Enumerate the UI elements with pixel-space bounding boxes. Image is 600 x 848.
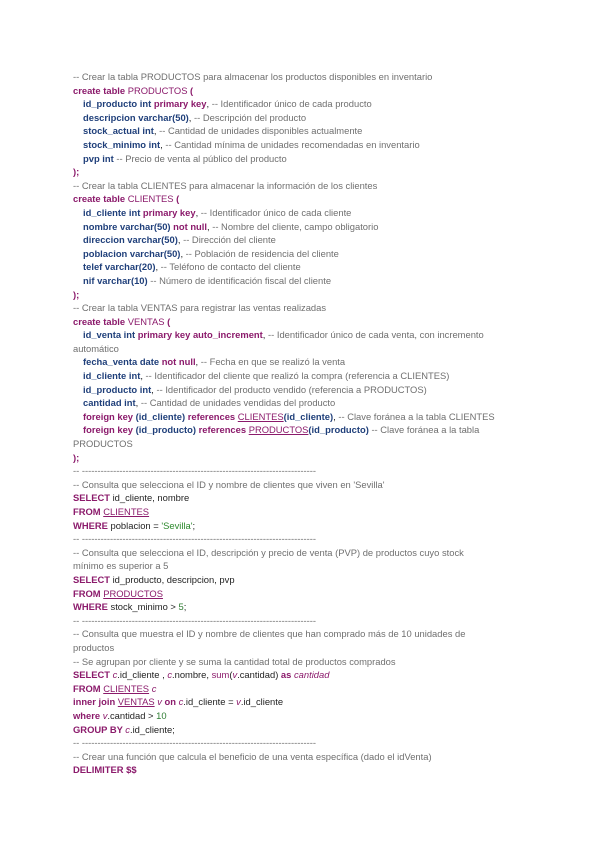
code-line bbox=[73, 437, 533, 451]
code-token: 10 bbox=[156, 709, 167, 721]
code-token: , bbox=[195, 356, 201, 368]
code-token: .nombre, bbox=[172, 669, 212, 681]
code-token: id_producto, descripcion, pvp bbox=[112, 573, 235, 585]
code-token: int bbox=[123, 329, 138, 341]
sql-document bbox=[73, 70, 533, 777]
code-token: VENTAS bbox=[127, 315, 165, 327]
code-line bbox=[73, 383, 533, 397]
code-token: direccion bbox=[83, 234, 128, 246]
code-token: , bbox=[188, 111, 195, 123]
code-token: ( bbox=[229, 669, 233, 681]
code-line bbox=[73, 260, 533, 274]
code-token: ( bbox=[164, 315, 171, 327]
code-token: -- Clave foránea a la tabla bbox=[371, 424, 480, 436]
code-token: inner join bbox=[73, 696, 118, 708]
code-token: , bbox=[333, 410, 339, 422]
code-line bbox=[73, 682, 533, 696]
code-token: , bbox=[206, 220, 213, 232]
code-line bbox=[73, 668, 533, 682]
code-token: v bbox=[102, 709, 108, 721]
code-line bbox=[73, 709, 533, 723]
code-token: cantidad bbox=[293, 669, 330, 681]
code-token: create table bbox=[73, 193, 128, 205]
code-token: references bbox=[187, 410, 238, 422]
code-token: , bbox=[160, 138, 166, 150]
code-token: id_cliente, nombre bbox=[112, 492, 190, 504]
code-token: -- Consulta que muestra el ID y nombre de clientes que han comprado más de 10 unidades de bbox=[73, 628, 466, 640]
code-line bbox=[73, 410, 533, 424]
code-token: v bbox=[157, 696, 162, 708]
code-token: (id_producto) bbox=[135, 424, 199, 436]
code-token: .id_cliente; bbox=[129, 723, 175, 735]
code-line bbox=[73, 179, 533, 193]
code-line bbox=[73, 532, 533, 546]
code-token: SELECT bbox=[73, 669, 113, 681]
code-line bbox=[73, 233, 533, 247]
code-token: create table bbox=[73, 84, 128, 96]
code-token: mínimo es superior a 5 bbox=[73, 560, 169, 572]
code-token: where bbox=[73, 709, 103, 721]
code-token: create table bbox=[73, 315, 128, 327]
code-token: , bbox=[153, 125, 160, 137]
code-token: ); bbox=[73, 166, 80, 178]
code-token: , bbox=[195, 206, 201, 218]
code-token: references bbox=[198, 424, 249, 436]
code-token: CLIENTES bbox=[237, 410, 284, 422]
code-token: -- Nombre del cliente, campo obligatorio bbox=[212, 220, 379, 232]
code-line bbox=[73, 519, 533, 533]
code-token: ; bbox=[183, 601, 187, 613]
code-token: -- Cantidad de unidades vendidas del producto bbox=[140, 397, 336, 409]
code-token: -- Identificador del producto vendido (referencia a PRODUCTOS) bbox=[156, 383, 427, 395]
code-line bbox=[73, 301, 533, 315]
code-token: PRODUCTOS bbox=[103, 587, 163, 599]
code-token: -- Descripción del producto bbox=[194, 111, 307, 123]
code-line bbox=[73, 288, 533, 302]
code-token: -- Crear la tabla CLIENTES para almacenar la información de los clientes bbox=[73, 179, 378, 191]
code-token: , bbox=[180, 247, 186, 259]
code-token: -- Crear la tabla VENTAS para registrar las ventas realizadas bbox=[73, 302, 327, 314]
code-token: int bbox=[142, 125, 154, 137]
code-token: -- Teléfono de contacto del cliente bbox=[160, 261, 301, 273]
code-token: primary key auto_increment bbox=[137, 329, 263, 341]
code-token: sum bbox=[211, 669, 230, 681]
code-token: WHERE bbox=[73, 601, 111, 613]
code-token: CLIENTES bbox=[103, 506, 150, 517]
code-line bbox=[73, 70, 533, 84]
code-token: VENTAS bbox=[117, 696, 155, 708]
code-token: not null bbox=[161, 356, 196, 368]
code-line bbox=[73, 165, 533, 179]
code-token: -- Dirección del cliente bbox=[183, 234, 276, 246]
code-token: , bbox=[135, 397, 141, 409]
code-line bbox=[73, 423, 533, 437]
code-line bbox=[73, 736, 533, 750]
code-token: ); bbox=[73, 288, 80, 300]
code-token: poblacion = bbox=[110, 519, 162, 531]
code-token: telef bbox=[83, 261, 105, 273]
code-token: stock_minimo bbox=[83, 138, 149, 150]
code-token: stock_minimo > bbox=[110, 601, 179, 613]
code-token: productos bbox=[73, 641, 115, 653]
code-line bbox=[73, 355, 533, 369]
code-token: varchar(50) bbox=[138, 111, 189, 123]
code-token: (id_producto) bbox=[308, 424, 372, 436]
code-token: -- Crear la tabla PRODUCTOS para almacenar los productos disponibles en inventario bbox=[73, 71, 433, 82]
code-token: automático bbox=[73, 342, 119, 354]
code-token: on bbox=[161, 696, 179, 708]
code-line bbox=[73, 464, 533, 478]
code-token: , bbox=[177, 234, 184, 246]
code-token: varchar(50) bbox=[119, 220, 174, 232]
code-token: PRODUCTOS bbox=[248, 424, 309, 436]
code-line bbox=[73, 369, 533, 383]
code-token: PRODUCTOS bbox=[73, 438, 133, 450]
code-line bbox=[73, 206, 533, 220]
code-line bbox=[73, 695, 533, 709]
code-token: .cantidad) bbox=[237, 669, 281, 681]
code-token: -- Crear una función que calcula el beneficio de una venta específica (dado el idVenta) bbox=[73, 750, 432, 762]
code-token: c bbox=[151, 682, 157, 694]
code-token: -- Cantidad de unidades disponibles actualmente bbox=[159, 125, 363, 137]
code-token: id_cliente bbox=[83, 370, 129, 382]
code-token: int bbox=[128, 206, 143, 218]
code-token: cantidad bbox=[83, 397, 125, 409]
code-token: 'Sevilla' bbox=[161, 519, 193, 531]
code-line bbox=[73, 124, 533, 138]
code-token: primary key bbox=[142, 206, 196, 218]
code-token: -- Número de identificación fiscal del cliente bbox=[150, 274, 332, 286]
code-token: varchar(50) bbox=[127, 234, 178, 246]
code-token: FROM bbox=[73, 682, 104, 694]
code-token: WHERE bbox=[73, 519, 111, 531]
code-token: -- --------------------------------------------------------------------------- bbox=[73, 533, 316, 545]
code-token: pvp bbox=[83, 152, 103, 164]
code-token: , bbox=[206, 98, 212, 110]
code-token: descripcion bbox=[83, 111, 139, 123]
code-token: varchar(10) bbox=[97, 274, 151, 286]
code-token: id_producto bbox=[83, 383, 140, 395]
code-line bbox=[73, 315, 533, 329]
code-line bbox=[73, 111, 533, 125]
code-token: -- Población de residencia del cliente bbox=[185, 247, 339, 259]
code-line bbox=[73, 192, 533, 206]
code-token: ; bbox=[192, 519, 196, 531]
code-token: , bbox=[140, 370, 146, 382]
code-token: SELECT bbox=[73, 492, 113, 504]
code-token: varchar(20) bbox=[104, 261, 156, 273]
code-token: int bbox=[124, 397, 136, 409]
code-line bbox=[73, 559, 533, 573]
code-line bbox=[73, 627, 533, 641]
code-token: -- Identificador único de cada venta, con incremento bbox=[267, 329, 484, 341]
code-token: CLIENTES bbox=[103, 682, 150, 694]
code-token: poblacion bbox=[83, 247, 130, 259]
code-token: -- Consulta que selecciona el ID, descripción y precio de venta (PVP) de productos cuyo stock bbox=[73, 546, 464, 558]
code-line bbox=[73, 641, 533, 655]
code-token: (id_cliente) bbox=[135, 410, 188, 422]
code-line bbox=[73, 396, 533, 410]
code-token: id_producto bbox=[83, 98, 140, 110]
code-line bbox=[73, 84, 533, 98]
code-token: date bbox=[139, 356, 162, 368]
code-line bbox=[73, 138, 533, 152]
code-token: -- Identificador único de cada cliente bbox=[200, 206, 352, 218]
code-token: , bbox=[151, 383, 157, 395]
code-token: ); bbox=[73, 451, 80, 463]
code-token: int bbox=[148, 138, 161, 150]
code-token: PRODUCTOS bbox=[127, 84, 188, 96]
code-token: id_cliente bbox=[83, 206, 129, 218]
code-token: -- --------------------------------------------------------------------------- bbox=[73, 614, 316, 626]
code-token: GROUP BY bbox=[73, 723, 126, 735]
code-line bbox=[73, 220, 533, 234]
code-token: fecha_venta bbox=[83, 356, 140, 368]
code-token: DELIMITER $$ bbox=[73, 764, 137, 776]
code-line bbox=[73, 451, 533, 465]
code-token: FROM bbox=[73, 506, 104, 517]
code-line bbox=[73, 614, 533, 628]
code-token: as bbox=[280, 669, 294, 681]
code-token: -- Clave foránea a la tabla CLIENTES bbox=[338, 410, 495, 422]
code-token: v bbox=[236, 696, 241, 708]
code-token: -- --------------------------------------------------------------------------- bbox=[73, 737, 316, 749]
code-token: int bbox=[139, 383, 152, 395]
code-line bbox=[73, 600, 533, 614]
code-token: foreign key bbox=[83, 424, 136, 436]
code-token: -- --------------------------------------------------------------------------- bbox=[73, 465, 316, 477]
code-token: -- Se agrupan por cliente y se suma la cantidad total de productos comprados bbox=[73, 655, 396, 667]
code-token: , bbox=[262, 329, 268, 341]
code-token: .id_cliente , bbox=[117, 669, 168, 681]
code-token: -- Consulta que selecciona el ID y nombre de clientes que viven en 'Sevilla' bbox=[73, 478, 385, 490]
code-token: id_venta bbox=[83, 329, 124, 341]
code-line bbox=[73, 723, 533, 737]
code-token: int bbox=[102, 152, 117, 164]
code-line bbox=[73, 247, 533, 261]
code-token: int bbox=[128, 370, 141, 382]
code-line bbox=[73, 587, 533, 601]
code-token: -- Fecha en que se realizó la venta bbox=[200, 356, 346, 368]
code-line bbox=[73, 763, 533, 777]
code-line bbox=[73, 328, 533, 342]
code-token: 5 bbox=[178, 601, 184, 613]
code-token: (id_cliente) bbox=[283, 410, 334, 422]
code-line bbox=[73, 97, 533, 111]
code-token: SELECT bbox=[73, 573, 113, 585]
code-token: FROM bbox=[73, 587, 104, 599]
code-token: .id_cliente bbox=[240, 696, 284, 708]
code-token: ( bbox=[187, 84, 194, 96]
code-token: c bbox=[125, 723, 130, 735]
code-line bbox=[73, 750, 533, 764]
code-token: not null bbox=[173, 220, 207, 232]
code-line bbox=[73, 546, 533, 560]
code-token: nombre bbox=[83, 220, 120, 232]
code-token: stock_actual bbox=[83, 125, 143, 137]
code-token: ( bbox=[173, 193, 180, 205]
code-token: primary key bbox=[153, 98, 207, 110]
code-line bbox=[73, 274, 533, 288]
code-token: c bbox=[167, 669, 172, 681]
code-token: -- Precio de venta al público del producto bbox=[116, 152, 287, 164]
code-line bbox=[73, 491, 533, 505]
code-token: v bbox=[232, 669, 238, 681]
code-line bbox=[73, 478, 533, 492]
code-line bbox=[73, 152, 533, 166]
code-token: , bbox=[155, 261, 161, 273]
code-token: foreign key bbox=[83, 410, 136, 422]
code-token: .cantidad > bbox=[107, 709, 157, 721]
code-token: int bbox=[139, 98, 154, 110]
code-token: .id_cliente = bbox=[183, 696, 237, 708]
code-line bbox=[73, 573, 533, 587]
code-token: c bbox=[112, 669, 118, 681]
code-token: nif bbox=[83, 274, 98, 286]
code-token: -- Identificador único de cada producto bbox=[211, 98, 372, 110]
code-token: -- Identificador del cliente que realizó la compra (referencia a CLIENTES) bbox=[145, 370, 450, 382]
code-line bbox=[73, 505, 533, 519]
code-token: varchar(50) bbox=[129, 247, 181, 259]
code-line bbox=[73, 342, 533, 356]
code-token: c bbox=[178, 696, 184, 708]
code-line bbox=[73, 655, 533, 669]
code-token: -- Cantidad mínima de unidades recomendadas en inventario bbox=[165, 138, 420, 150]
code-token: CLIENTES bbox=[127, 193, 174, 205]
